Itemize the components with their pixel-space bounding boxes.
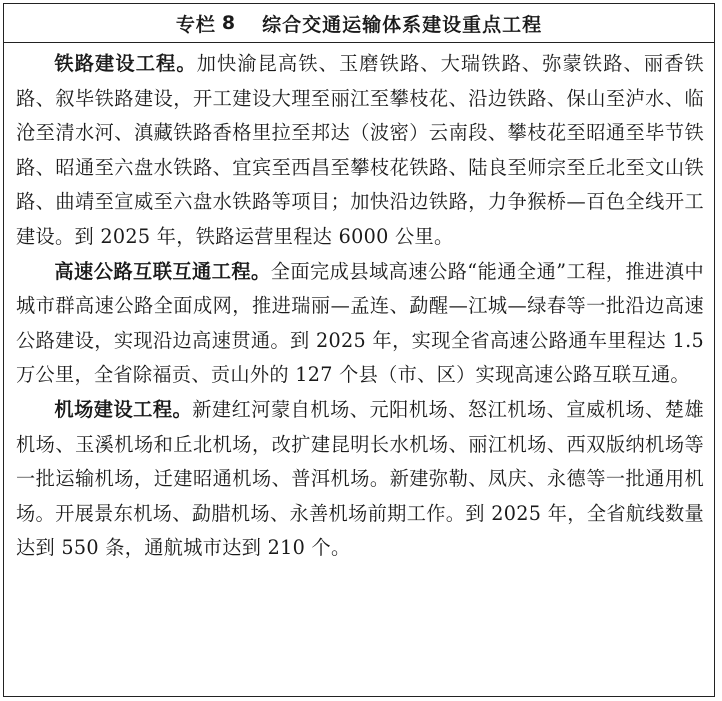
paragraph-airport [16, 393, 704, 566]
box-title-text: 综合交通运输体系建设重点工程 [262, 13, 543, 36]
paragraph-expressway [16, 255, 704, 393]
paragraph-body: 加快渝昆高铁、玉磨铁路、大瑞铁路、弥蒙铁路、丽香铁路、叙毕铁路建设，开工建设大理至丽江至攀枝花、沿边铁路、保山至泸水、临沧至清水河、滇藏铁路香格里拉至邦达（波密）云南段、攀枝花至昭通至毕节铁路、昭通至六盘水铁路、宜宾至西昌至攀枝花铁路、陆良至师宗至丘北至文山铁路、曲靖至宣威至六盘水铁路等项目；加快沿边铁路，力争猴桥—百色全线开工建设。到 2025 年，铁路运营里程达 6000 公里。 [16, 52, 705, 248]
paragraph-lead: 铁路建设工程。 [54, 52, 197, 75]
feature-box [3, 3, 715, 697]
box-title-prefix: 专栏 [175, 13, 216, 36]
paragraph-body: 新建红河蒙自机场、元阳机场、怒江机场、宣威机场、楚雄机场、玉溪机场和丘北机场，改扩建昆明长水机场、丽江机场、西双版纳机场等一批运输机场，迁建昭通机场、普洱机场。新建弥勒、凤庆、永德等一批通用机场。开展景东机场、勐腊机场、永善机场前期工作。到 2025 年，全省航线数量达到 550 条，通航城市达到 210 个。 [16, 397, 704, 560]
paragraph-lead: 高速公路互联互通工程。 [54, 259, 271, 283]
box-title-number: 8 [221, 12, 237, 34]
box-title [4, 4, 714, 43]
box-content [4, 43, 714, 566]
paragraph-lead: 机场建设工程。 [54, 397, 193, 421]
paragraph-body: 全面完成县域高速公路“能通全通”工程，推进滇中城市群高速公路全面成网，推进瑞丽—孟连、勐醒—江城—绿春等一批沿边高速公路建设，实现沿边高速贯通。到 2025 年，实现全省高速公路通车里程达 1.5 万公里，全省除福贡、贡山外的 127 个县（市、区）实现高速公路互联互通。 [16, 259, 704, 387]
paragraph-railway [16, 47, 704, 255]
